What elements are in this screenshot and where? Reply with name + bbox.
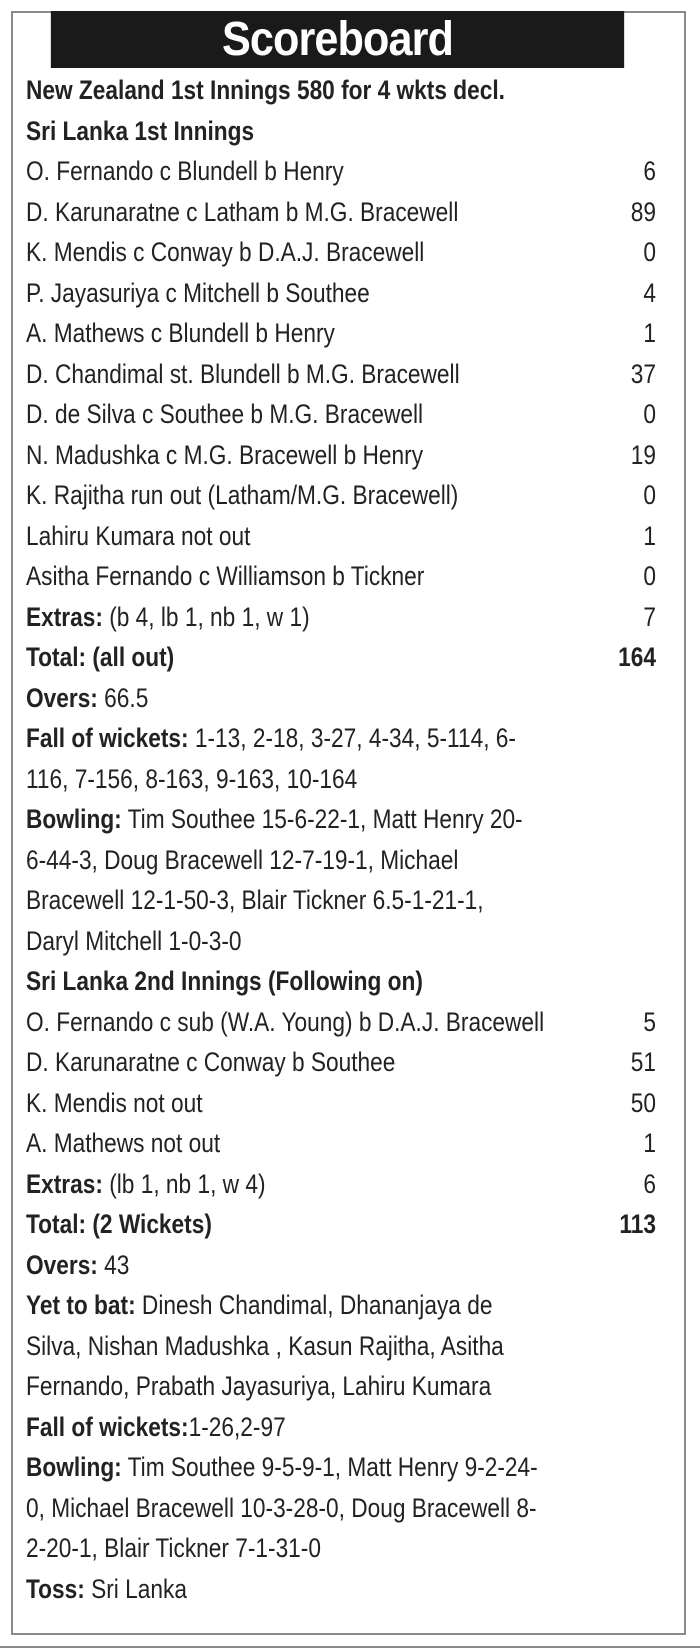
extras-label: Extras: — [26, 1168, 103, 1199]
overs-label: Overs: — [26, 1249, 98, 1280]
extras-value: 6 — [643, 1168, 656, 1199]
total-value: 113 — [619, 1209, 656, 1239]
sl2-bowling-line: 0, Michael Bracewell 10-3-28-0, Doug Bracewell 8- — [26, 1492, 537, 1523]
sl1-fow-line — [26, 718, 656, 759]
sl2-total-row — [26, 1204, 656, 1245]
batter-runs: 37 — [630, 358, 656, 389]
total-label: Total: (all out) — [26, 642, 175, 672]
batter-runs: 89 — [630, 196, 656, 227]
fow-label: Fall of wickets: — [26, 1411, 189, 1442]
batter-name: P. Jayasuriya c Mitchell b Southee — [26, 277, 370, 308]
batter-row — [26, 475, 656, 516]
sl2-bowling-line: 2-20-1, Blair Tickner 7-1-31-0 — [26, 1533, 321, 1563]
sl-second-innings-batting — [26, 1002, 656, 1164]
batter-name: D. Karunaratne c Conway b Southee — [26, 1047, 396, 1077]
batter-row — [26, 1042, 656, 1083]
batter-row — [26, 273, 656, 314]
sl2-yet-to-bat-line: Fernando, Prabath Jayasuriya, Lahiru Kumara — [26, 1371, 492, 1401]
sl1-extras-row — [26, 597, 656, 638]
batter-row — [26, 394, 656, 435]
batter-runs: 1 — [643, 318, 656, 348]
batter-row — [26, 516, 656, 557]
batter-name: Asitha Fernando c Williamson b Tickner — [26, 561, 425, 591]
toss-label: Toss: — [26, 1573, 85, 1604]
yet-to-bat-label: Yet to bat: — [26, 1290, 136, 1320]
batter-runs: 0 — [643, 399, 656, 429]
batter-name: A. Mathews c Blundell b Henry — [26, 318, 335, 348]
sl1-bowling-line: Bracewell 12-1-50-3, Blair Tickner 6.5-1-21-1, — [26, 885, 484, 915]
batter-row — [26, 232, 656, 273]
fow-label: Fall of wickets: — [26, 723, 189, 753]
scoreboard-title: Scoreboard — [51, 11, 624, 68]
batter-name: A. Mathews not out — [26, 1128, 221, 1158]
batter-name: D. de Silva c Southee b M.G. Bracewell — [26, 399, 424, 429]
nz-innings-summary: New Zealand 1st Innings 580 for 4 wkts decl. — [26, 75, 505, 105]
batter-row — [26, 192, 656, 233]
extras-detail: (b 4, lb 1, nb 1, w 1) — [102, 601, 310, 632]
batter-runs: 0 — [643, 561, 656, 591]
bowling-text: Tim Southee 9-5-9-1, Matt Henry 9-2-24- — [121, 1452, 538, 1482]
batter-name: K. Rajitha run out (Latham/M.G. Bracewell) — [26, 480, 459, 510]
sl2-yet-to-bat-line: Silva, Nishan Madushka , Kasun Rajitha, Asitha — [26, 1330, 504, 1361]
overs-value: 66.5 — [97, 682, 149, 713]
sl2-yet-to-bat-line — [26, 1285, 656, 1326]
batter-row — [26, 151, 656, 192]
batter-runs: 50 — [630, 1087, 656, 1118]
sl2-overs-row — [26, 1245, 656, 1286]
batter-name: O. Fernando c Blundell b Henry — [26, 156, 344, 186]
batter-runs: 51 — [630, 1047, 656, 1077]
yet-to-bat-text: Dinesh Chandimal, Dhananjaya de — [135, 1290, 493, 1320]
sl2-bowling-line — [26, 1447, 656, 1488]
toss-row — [26, 1569, 656, 1610]
bottom-divider — [0, 1646, 700, 1648]
scoreboard-content — [26, 70, 656, 1609]
sl1-total-row — [26, 637, 656, 678]
overs-label: Overs: — [26, 682, 98, 713]
batter-row — [26, 435, 656, 476]
overs-value: 43 — [97, 1249, 130, 1280]
batter-name: D. Chandimal st. Blundell b M.G. Bracewell — [26, 358, 460, 389]
batter-name: K. Mendis not out — [26, 1087, 203, 1118]
batter-row — [26, 354, 656, 395]
batter-row — [26, 556, 656, 597]
batter-name: N. Madushka c M.G. Bracewell b Henry — [26, 439, 424, 470]
sl1-bowling-line — [26, 799, 656, 840]
bowling-text: Tim Southee 15-6-22-1, Matt Henry 20- — [121, 804, 523, 834]
bowling-label: Bowling: — [26, 1452, 122, 1482]
batter-runs: 19 — [630, 439, 656, 470]
sl1-bowling-line: Daryl Mitchell 1-0-3-0 — [26, 925, 242, 956]
batter-name: Lahiru Kumara not out — [26, 520, 251, 551]
batter-runs: 1 — [643, 520, 656, 551]
batter-row — [26, 1123, 656, 1164]
sl2-extras-row — [26, 1164, 656, 1205]
sl-first-innings-heading: Sri Lanka 1st Innings — [26, 115, 255, 146]
sl1-overs-row — [26, 678, 656, 719]
batter-runs: 4 — [643, 277, 656, 308]
total-value: 164 — [618, 642, 656, 672]
batter-runs: 0 — [643, 480, 656, 510]
extras-detail: (lb 1, nb 1, w 4) — [102, 1168, 266, 1199]
fow-text: 1-26,2-97 — [188, 1411, 286, 1442]
batter-row — [26, 313, 656, 354]
batter-runs: 6 — [643, 156, 656, 186]
batter-row — [26, 1083, 656, 1124]
batter-runs: 0 — [643, 237, 656, 267]
batter-runs: 1 — [643, 1128, 656, 1158]
batter-row — [26, 1002, 656, 1043]
extras-label: Extras: — [26, 601, 103, 632]
sl1-bowling-line: 6-44-3, Doug Bracewell 12-7-19-1, Michael — [26, 844, 459, 875]
toss-value: Sri Lanka — [84, 1573, 187, 1604]
bowling-label: Bowling: — [26, 804, 122, 834]
batter-name: D. Karunaratne c Latham b M.G. Bracewell — [26, 196, 459, 227]
batter-name: O. Fernando c sub (W.A. Young) b D.A.J. Bracewell — [26, 1006, 545, 1037]
sl-second-innings-heading: Sri Lanka 2nd Innings (Following on) — [26, 966, 423, 996]
sl2-fow-row — [26, 1407, 656, 1448]
batter-name: K. Mendis c Conway b D.A.J. Bracewell — [26, 237, 425, 267]
sl1-fow-line: 116, 7-156, 8-163, 9-163, 10-164 — [26, 763, 358, 794]
sl-first-innings-batting — [26, 151, 656, 597]
batter-runs: 5 — [643, 1006, 656, 1037]
extras-value: 7 — [643, 601, 656, 632]
total-label: Total: (2 Wickets) — [26, 1209, 212, 1239]
fow-text: 1-13, 2-18, 3-27, 4-34, 5-114, 6- — [188, 723, 516, 753]
